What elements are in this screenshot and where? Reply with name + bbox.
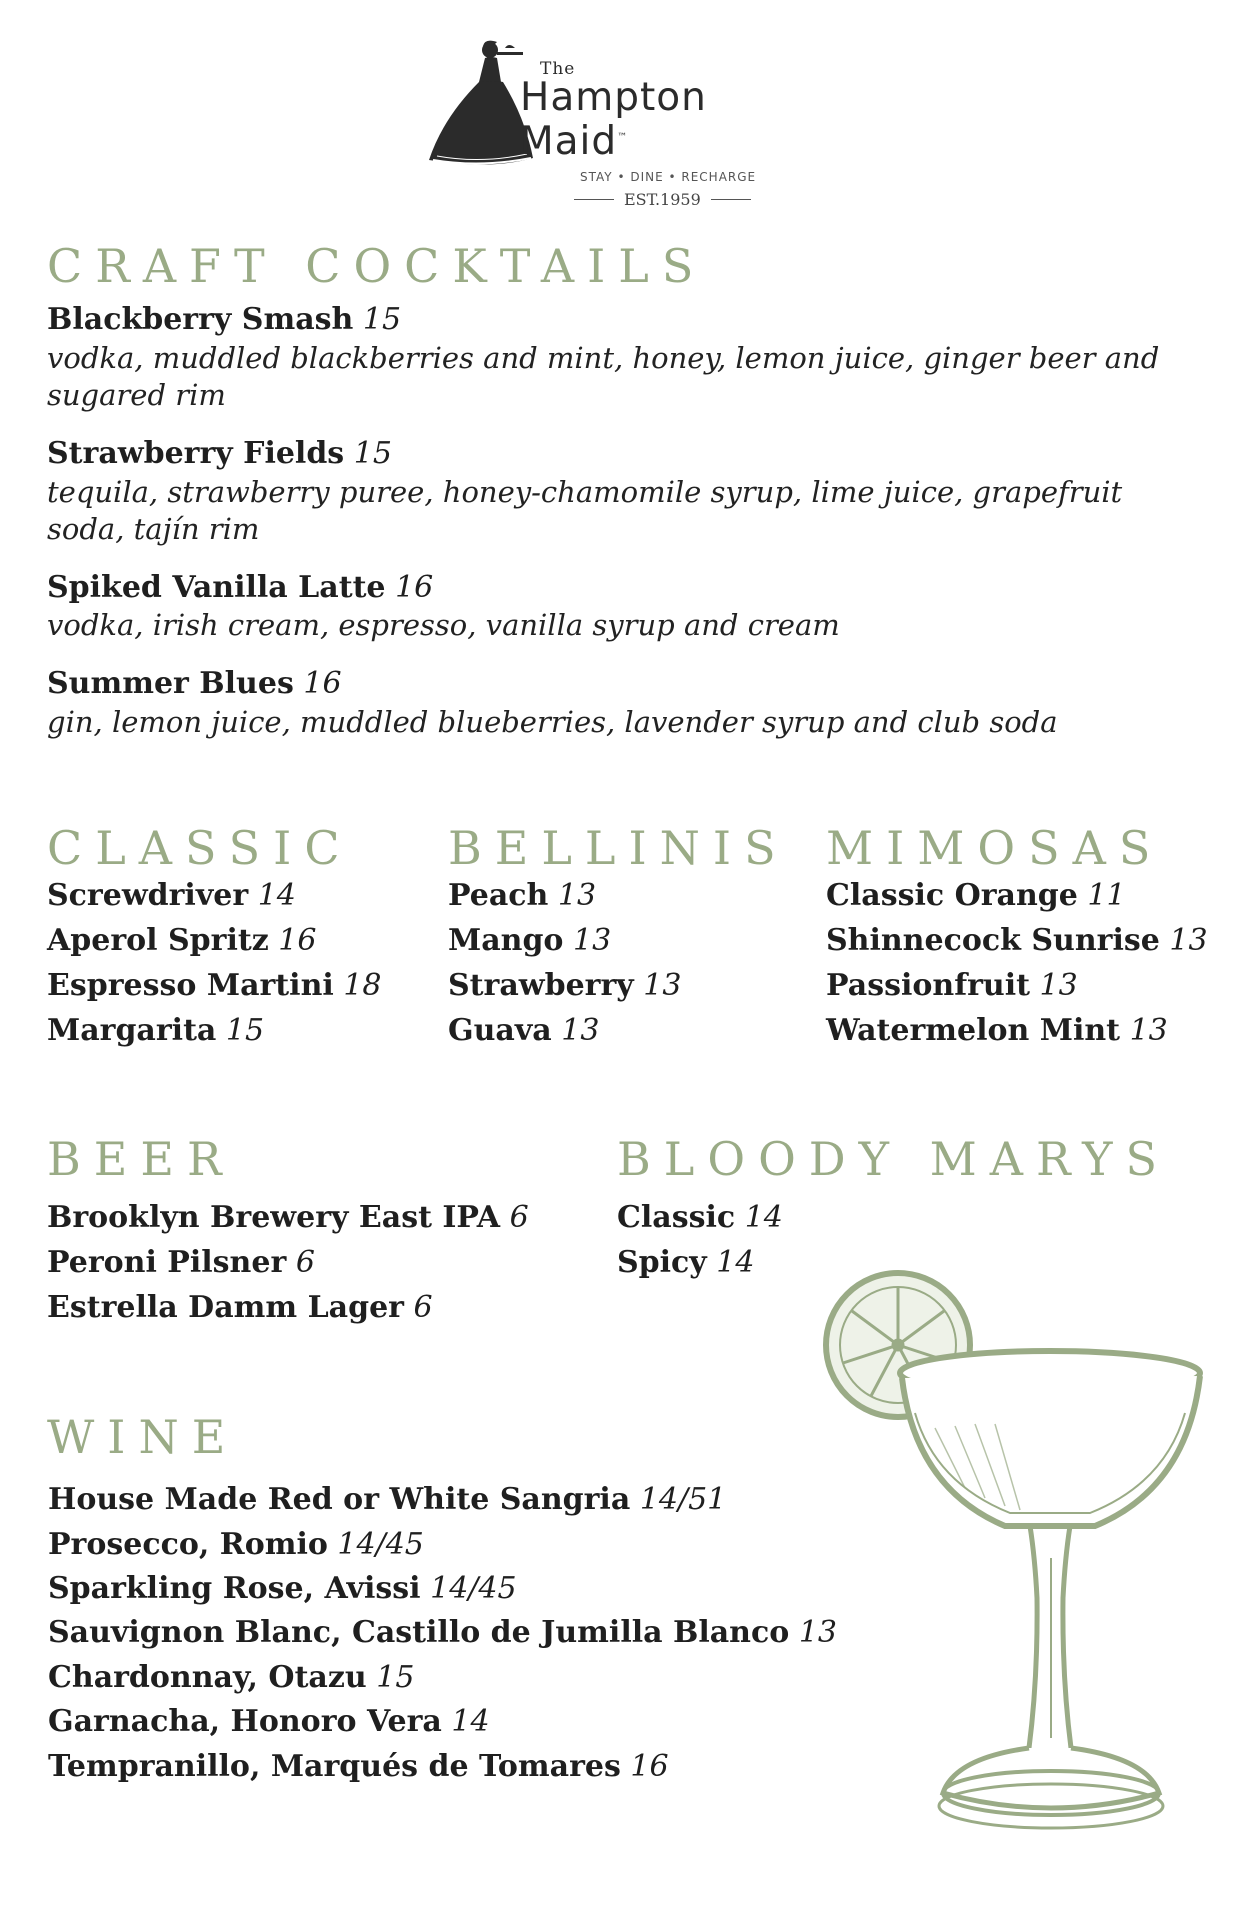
menu-item <box>448 923 611 959</box>
menu-item <box>48 1660 414 1696</box>
menu-item <box>47 1245 315 1281</box>
menu-item <box>47 1290 433 1326</box>
menu-item <box>48 1704 490 1740</box>
item-price: 13 <box>1129 1013 1168 1048</box>
item-price: 13 <box>798 1615 838 1650</box>
item-name: Sparkling Rose, Avissi <box>48 1571 421 1606</box>
menu-item <box>47 436 392 472</box>
craft-cocktails-heading: CRAFT COCKTAILS <box>47 239 707 293</box>
menu-item <box>617 1200 783 1236</box>
item-name: Guava <box>448 1013 552 1048</box>
menu-item <box>448 1013 599 1049</box>
item-name: Margarita <box>47 1013 217 1048</box>
item-name: Spicy <box>617 1245 707 1280</box>
item-description: tequila, strawberry puree, honey-chamomile syrup, lime juice, grapefruit soda, tajín rim <box>47 475 1123 546</box>
item-name: Screwdriver <box>47 878 249 913</box>
menu-item <box>48 1571 517 1607</box>
menu-item <box>826 923 1208 959</box>
item-name: Blackberry Smash <box>47 302 354 337</box>
item-name: Chardonnay, Otazu <box>48 1660 367 1695</box>
item-price: 13 <box>573 923 612 958</box>
item-price: 14/45 <box>430 1571 517 1606</box>
logo-wordmark <box>520 60 820 209</box>
menu-item <box>448 968 681 1004</box>
item-price: 6 <box>413 1290 433 1325</box>
menu-item <box>448 878 596 914</box>
bloody-marys-heading: BLOODY MARYS <box>617 1132 1171 1186</box>
item-price: 6 <box>509 1200 529 1235</box>
menu-item <box>47 968 382 1004</box>
item-name: Espresso Martini <box>47 968 334 1003</box>
menu-item <box>47 570 433 606</box>
item-name: Brooklyn Brewery East IPA <box>47 1200 501 1235</box>
item-name: Strawberry Fields <box>47 436 345 471</box>
wine-heading: WINE <box>47 1410 239 1464</box>
mimosas-heading: MIMOSAS <box>826 821 1164 875</box>
item-description: vodka, muddled blackberries and mint, honey, lemon juice, ginger beer and sugared rim <box>47 341 1160 412</box>
item-price: 15 <box>376 1660 415 1695</box>
item-price: 16 <box>278 923 317 958</box>
item-name: Garnacha, Honoro Vera <box>48 1704 442 1739</box>
menu-item <box>47 923 316 959</box>
item-price: 13 <box>643 968 682 1003</box>
cocktail-glass-icon <box>815 1258 1215 1848</box>
item-description: vodka, irish cream, espresso, vanilla syrup and cream <box>47 608 840 642</box>
item-price: 15 <box>225 1013 265 1048</box>
item-description: gin, lemon juice, muddled blueberries, lavender syrup and club soda <box>47 705 1058 739</box>
item-price: 14 <box>451 1704 490 1739</box>
item-name: Watermelon Mint <box>826 1013 1121 1048</box>
menu-item <box>47 302 401 338</box>
divider <box>711 199 751 200</box>
item-name: Classic <box>617 1200 736 1235</box>
item-price: 18 <box>343 968 382 1003</box>
item-name: Spiked Vanilla Latte <box>47 570 386 605</box>
item-price: 14 <box>716 1245 755 1280</box>
item-price: 16 <box>303 666 342 701</box>
item-price: 13 <box>1039 968 1078 1003</box>
item-name: Peach <box>448 878 549 913</box>
item-name: Peroni Pilsner <box>47 1245 287 1280</box>
item-price: 13 <box>561 1013 600 1048</box>
logo-tagline: STAY • DINE • RECHARGE <box>580 170 757 184</box>
item-price: 13 <box>1169 923 1208 958</box>
menu-item <box>48 1615 837 1651</box>
menu-item <box>48 1527 424 1563</box>
menu-item <box>826 878 1126 914</box>
item-name: Passionfruit <box>826 968 1030 1003</box>
logo-est: EST.1959 <box>624 190 701 209</box>
item-name: Classic Orange <box>826 878 1078 913</box>
item-name: House Made Red or White Sangria <box>48 1482 631 1517</box>
item-name: Summer Blues <box>47 666 294 701</box>
trademark-mark: ™ <box>617 132 629 143</box>
logo-name: Hampton Maid <box>520 75 707 164</box>
item-name: Tempranillo, Marqués de Tomares <box>48 1749 621 1784</box>
menu-item <box>47 1013 264 1049</box>
item-name: Strawberry <box>448 968 634 1003</box>
bellinis-heading: BELLINIS <box>448 821 789 875</box>
menu-item <box>826 968 1078 1004</box>
item-name: Prosecco, Romio <box>48 1527 328 1562</box>
classic-heading: CLASSIC <box>47 821 353 875</box>
item-price: 6 <box>295 1245 315 1280</box>
item-price: 15 <box>362 302 402 337</box>
item-price: 13 <box>557 878 597 913</box>
item-price: 11 <box>1087 878 1126 913</box>
item-name: Estrella Damm Lager <box>47 1290 404 1325</box>
menu-item <box>47 1200 529 1236</box>
item-price: 14/51 <box>639 1482 727 1517</box>
item-name: Aperol Spritz <box>47 923 269 958</box>
item-name: Sauvignon Blanc, Castillo de Jumilla Blanco <box>48 1615 790 1650</box>
item-name: Mango <box>448 923 564 958</box>
menu-item <box>617 1245 754 1281</box>
item-price: 16 <box>630 1749 669 1784</box>
item-price: 15 <box>353 436 392 471</box>
beer-heading: BEER <box>47 1132 235 1186</box>
menu-item <box>48 1749 669 1785</box>
item-price: 14/45 <box>337 1527 424 1562</box>
logo-the: The <box>540 59 576 79</box>
divider <box>574 199 614 200</box>
menu-item <box>47 878 296 914</box>
item-name: Shinnecock Sunrise <box>826 923 1160 958</box>
item-price: 14 <box>744 1200 783 1235</box>
item-price: 16 <box>395 570 434 605</box>
item-price: 14 <box>257 878 296 913</box>
menu-item <box>48 1482 726 1518</box>
menu-item <box>826 1013 1168 1049</box>
menu-item <box>47 666 342 702</box>
